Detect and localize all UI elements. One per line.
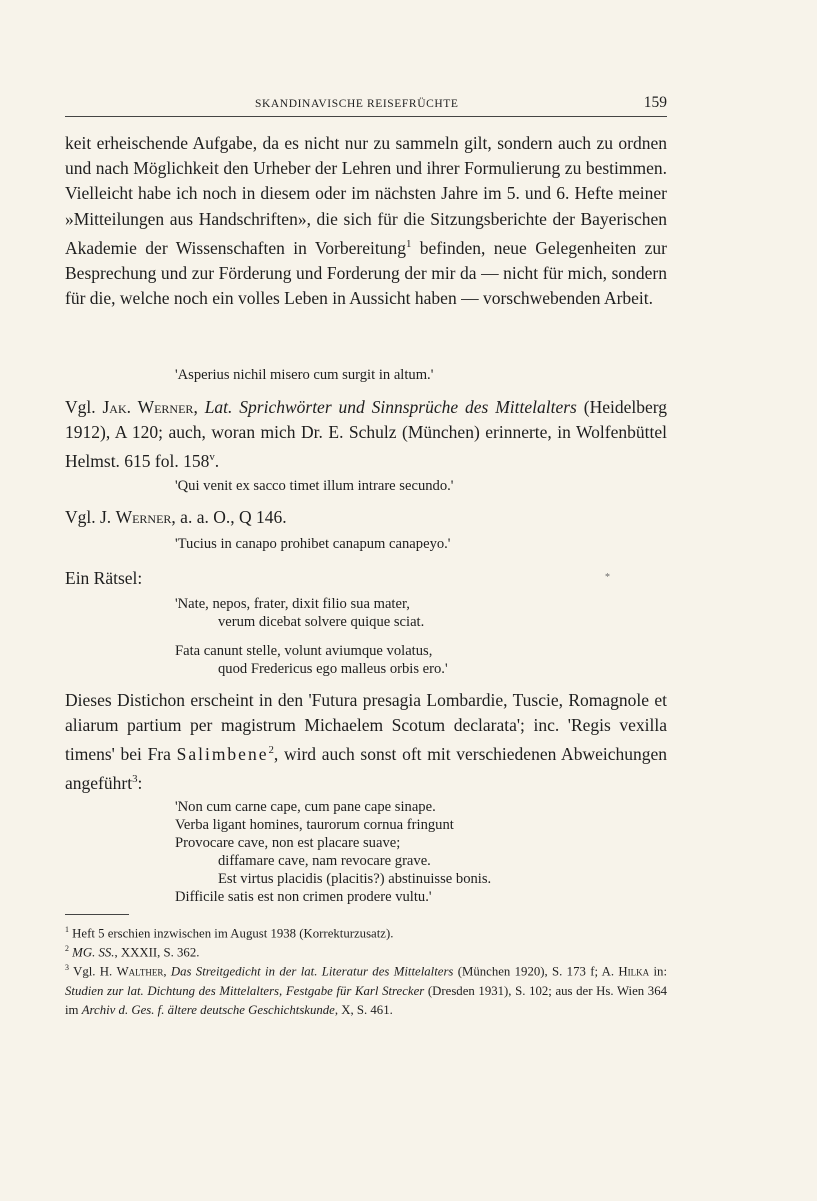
footnote-2-number: 2: [65, 944, 69, 953]
paragraph-3: [65, 505, 667, 530]
quote-tucius: 'Tucius in canapo prohibet canapum canapeyo.': [175, 536, 451, 552]
riddle-line-1: 'Nate, nepos, frater, dixit filio sua mater,: [175, 596, 410, 612]
name-salimbene: Salimbene: [176, 744, 269, 765]
paragraph-1-text-b: befinden, neue Gelegenheiten zur Besprechung und zur Förderung und Forderung der mir da — nicht für mich, sondern für die, welche noch ein volles Leben in Aussicht haben — vorschwebenden Arbeit.: [65, 237, 667, 309]
paragraph-4-text-b: , wird auch sonst oft mit verschiedenen Abweichungen angeführt: [65, 744, 667, 794]
verse-line-2: Verba ligant homines, taurorum cornua fringunt: [175, 817, 454, 833]
footnote-ref-3: 3: [132, 773, 138, 786]
verse-line-3: Provocare cave, non est placare suave;: [175, 835, 401, 851]
footnote-3-title-archiv: Archiv d. Ges. f. ältere deutsche Geschichtskunde: [81, 1003, 335, 1018]
paragraph-4-text-a: Dieses Distichon erscheint in den 'Futura presagia Lombardie, Tuscie, Romagnole et aliarum partium per magistrum Michaelem Scotum declarata'; inc. 'Regis vexilla timens' bei Fra: [65, 690, 667, 765]
paragraph-3-pre: Vgl. J.: [65, 507, 116, 527]
running-header: [65, 94, 667, 117]
footnote-divider: [65, 914, 129, 915]
footnote-3-author-walther: Walther: [116, 964, 164, 979]
riddle-line-4: quod Fredericus ego malleus orbis ero.': [218, 661, 448, 677]
footnote-3-a: Vgl. H.: [73, 964, 117, 979]
quote-asperius: 'Asperius nichil misero cum surgit in altum.': [175, 367, 434, 383]
paragraph-2-rest: (Heidelberg 1912), A 120; auch, woran mich Dr. E. Schulz (München) erinnerte, in Wolfenbüttel Helmst. 615 fol. 158: [65, 397, 667, 472]
paragraph-2-end: .: [214, 451, 220, 472]
footnote-1-number: 1: [65, 925, 69, 934]
quote-qui-venit: 'Qui venit ex sacco timet illum intrare secundo.': [175, 478, 454, 494]
footnote-ref-1: 1: [405, 237, 412, 250]
riddle-line-3: Fata canunt stelle, volunt aviumque volatus,: [175, 643, 433, 659]
verse-line-6: Difficile satis est non crimen prodere vultu.': [175, 889, 432, 905]
author-werner-2: Werner: [115, 507, 172, 527]
footnote-3-title-studien: Studien zur lat. Dichtung des Mittelalters, Festgabe für Karl Strecker: [65, 983, 425, 998]
footnote-2-title: MG. SS.: [72, 945, 115, 960]
footnote-ref-2: 2: [268, 744, 274, 757]
paragraph-1-text-a: keit erheischende Aufgabe, da es nicht nur zu sammeln gilt, sondern auch zu ordnen und nach Möglichkeit den Urheber der Lehren und ihrer Formulierung zu bestimmen. Vielleicht habe ich noch in diesem oder im nächsten Jahre im 5. und 6. Hefte meiner »Mitteilungen aus Handschriften», die sich für die Sitzungsberichte der Bayerischen Akademie der Wissenschaften in Vorbereitung: [65, 133, 667, 258]
footnote-3-e: (Dresden 1931), S. 102; aus der Hs. Wien 364 im: [65, 983, 667, 1018]
verse-line-4: diffamare cave, nam revocare grave.: [218, 853, 431, 869]
folio-verso-mark: v: [209, 451, 215, 464]
footnote-3-f: , X, S. 461.: [334, 1003, 393, 1018]
speck-mark: *: [605, 572, 610, 583]
footnote-3-number: 3: [65, 963, 69, 972]
page-number: 159: [643, 94, 667, 111]
footnote-3-b: ,: [163, 964, 171, 979]
footnote-3-title-streitgedicht: Das Streitgedicht in der lat. Literatur des Mittelalters: [170, 964, 454, 979]
verse-line-5: Est virtus placidis (placitis?) abstinuisse bonis.: [218, 871, 492, 887]
paragraph-2: [65, 395, 667, 474]
paragraph-4-text-c: :: [137, 773, 143, 794]
paragraph-2-sep: ,: [193, 397, 205, 417]
footnote-2-rest: , XXXII, S. 362.: [114, 945, 200, 960]
running-title: SKANDINAVISCHE REISEFRÜCHTE: [255, 98, 459, 110]
book-title-werner: Lat. Sprichwörter und Sinnsprüche des Mittelalters: [204, 397, 577, 417]
riddle-line-2: verum dicebat solvere quique sciat.: [218, 614, 425, 630]
paragraph-4: [65, 688, 667, 796]
footnote-3-author-hilka: Hilka: [618, 964, 650, 979]
riddle-label: Ein Rätsel:: [65, 568, 143, 588]
paragraph-1: [65, 131, 667, 311]
paragraph-3-rest: , a. a. O., Q 146.: [171, 507, 287, 527]
footnote-1-text: Heft 5 erschien inzwischen im August 1938 (Korrekturzusatz).: [72, 926, 394, 941]
author-werner: Jak. Werner: [102, 397, 194, 417]
footnote-3: [65, 958, 667, 1021]
paragraph-2-pre: Vgl.: [65, 397, 103, 417]
footnote-3-d: in:: [649, 964, 668, 979]
footnote-3-c: (München 1920), S. 173 f; A.: [453, 964, 619, 979]
verse-line-1: 'Non cum carne cape, cum pane cape sinape.: [175, 799, 436, 815]
